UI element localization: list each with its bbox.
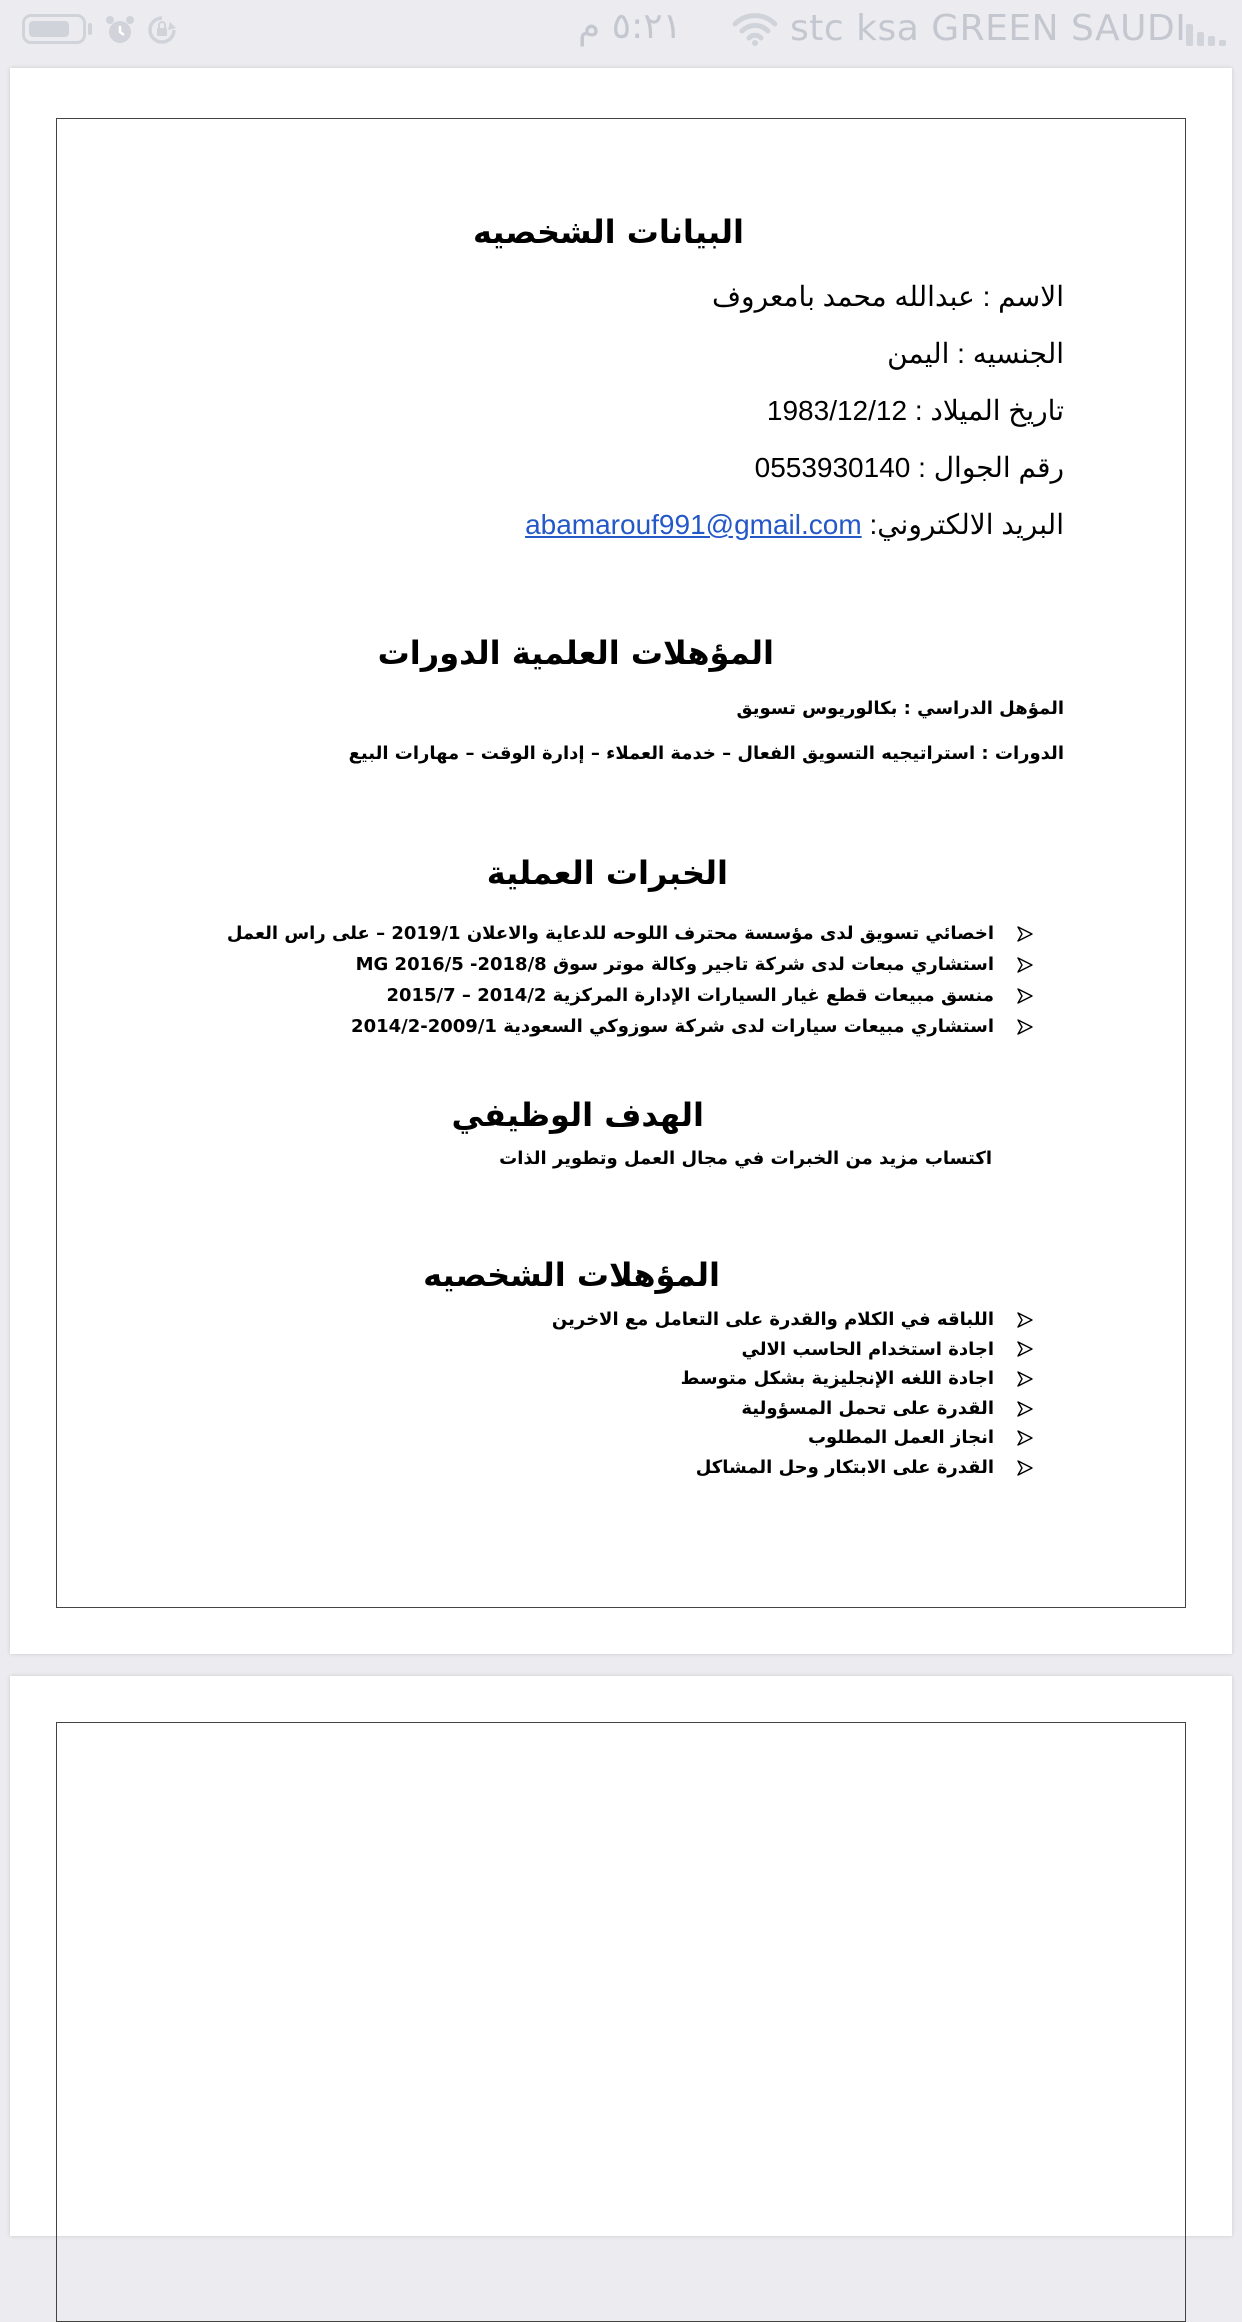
- skill-item: [552, 1364, 1034, 1394]
- mobile-line: رقم الجوال : 0553930140: [754, 452, 1064, 483]
- experience-list: [227, 918, 1034, 1042]
- skill-text: اللباقه في الكلام والقدرة على التعامل مع الاخرين: [551, 1309, 994, 1330]
- arrow-bullet-icon: [1012, 1305, 1034, 1335]
- arrow-bullet-icon: [1012, 1394, 1034, 1424]
- signal-icon: [1186, 16, 1226, 46]
- document-page-1: [10, 68, 1232, 1654]
- experience-item: [227, 918, 1034, 949]
- personal-skills-list: [552, 1305, 1034, 1483]
- personal-skills-heading: المؤهلات الشخصيه: [423, 1256, 720, 1294]
- nationality-line: الجنسيه : اليمن: [887, 338, 1064, 369]
- skill-text: القدرة على تحمل المسؤولية: [741, 1397, 994, 1419]
- experience-text: استشاري مبيعات سيارات لدى شركة سوزوكي السعودية 2009/1-2014/2: [351, 1016, 994, 1037]
- rotation-lock-icon: [146, 14, 178, 50]
- battery-tip: [88, 23, 92, 35]
- carrier-name: stc ksa GREEN SAUDI: [790, 8, 1187, 49]
- experience-item: [227, 980, 1034, 1011]
- status-time: ٥:٢١ م: [578, 6, 682, 47]
- arrow-bullet-icon: [1012, 1364, 1034, 1394]
- courses-line: الدورات : استراتيجيه التسويق الفعال – خدمة العملاء – إدارة الوقت – مهارات البيع: [348, 743, 1064, 764]
- wifi-icon: [732, 12, 778, 50]
- email-link[interactable]: abamarouf991@gmail.com: [525, 509, 862, 540]
- name-line: الاسم : عبدالله محمد بامعروف: [712, 281, 1064, 312]
- alarm-icon: [104, 14, 136, 50]
- arrow-bullet-icon: [1012, 1453, 1034, 1483]
- experience-item: [227, 949, 1034, 980]
- email-line: [525, 508, 1064, 541]
- objective-heading: الهدف الوظيفي: [451, 1096, 704, 1134]
- experience-text: منسق مبيعات قطع غيار السيارات الإدارة المركزية 2014/2 – 2015/7: [386, 985, 994, 1006]
- qualifications-heading: المؤهلات العلمية الدورات: [377, 634, 774, 672]
- skill-item: [552, 1335, 1034, 1365]
- skill-text: القدرة على الابتكار وحل المشاكل: [695, 1456, 994, 1478]
- birth-date-line: تاريخ الميلاد : 1983/12/12: [766, 395, 1064, 426]
- page-border: [56, 1722, 1186, 2322]
- arrow-bullet-icon: [1012, 918, 1034, 949]
- experience-text: اخصائي تسويق لدى مؤسسة محترف اللوحه للدعاية والاعلان 2019/1 – على راس العمل: [226, 923, 994, 944]
- experience-heading: الخبرات العملية: [486, 854, 728, 892]
- skill-text: اجادة اللغه الإنجليزية بشكل متوسط: [680, 1368, 994, 1390]
- email-label: البريد الالكتروني:: [869, 509, 1064, 540]
- skill-item: [552, 1394, 1034, 1424]
- degree-line: المؤهل الدراسي : بكالوريوس تسويق: [736, 698, 1064, 719]
- battery-icon: [22, 14, 86, 44]
- experience-text: استشاري مبعات لدى شركة تاجير وكالة موتر سوق MG 2016/5 -2018/8: [355, 954, 994, 975]
- arrow-bullet-icon: [1012, 1011, 1034, 1042]
- skill-item: [552, 1305, 1034, 1335]
- skill-item: [552, 1453, 1034, 1483]
- arrow-bullet-icon: [1012, 1423, 1034, 1453]
- personal-data-heading: البيانات الشخصيه: [472, 213, 744, 251]
- skill-text: انجاز العمل المطلوب: [807, 1427, 994, 1449]
- objective-text: اكتساب مزيد من الخبرات في مجال العمل وتطوير الذات: [499, 1148, 992, 1169]
- arrow-bullet-icon: [1012, 949, 1034, 980]
- document-page-2: [10, 1676, 1232, 2236]
- skill-item: [552, 1423, 1034, 1453]
- arrow-bullet-icon: [1012, 980, 1034, 1011]
- skill-text: اجادة استخدام الحاسب الالي: [741, 1338, 994, 1360]
- arrow-bullet-icon: [1012, 1335, 1034, 1365]
- status-bar: [0, 0, 1242, 64]
- experience-item: [227, 1011, 1034, 1042]
